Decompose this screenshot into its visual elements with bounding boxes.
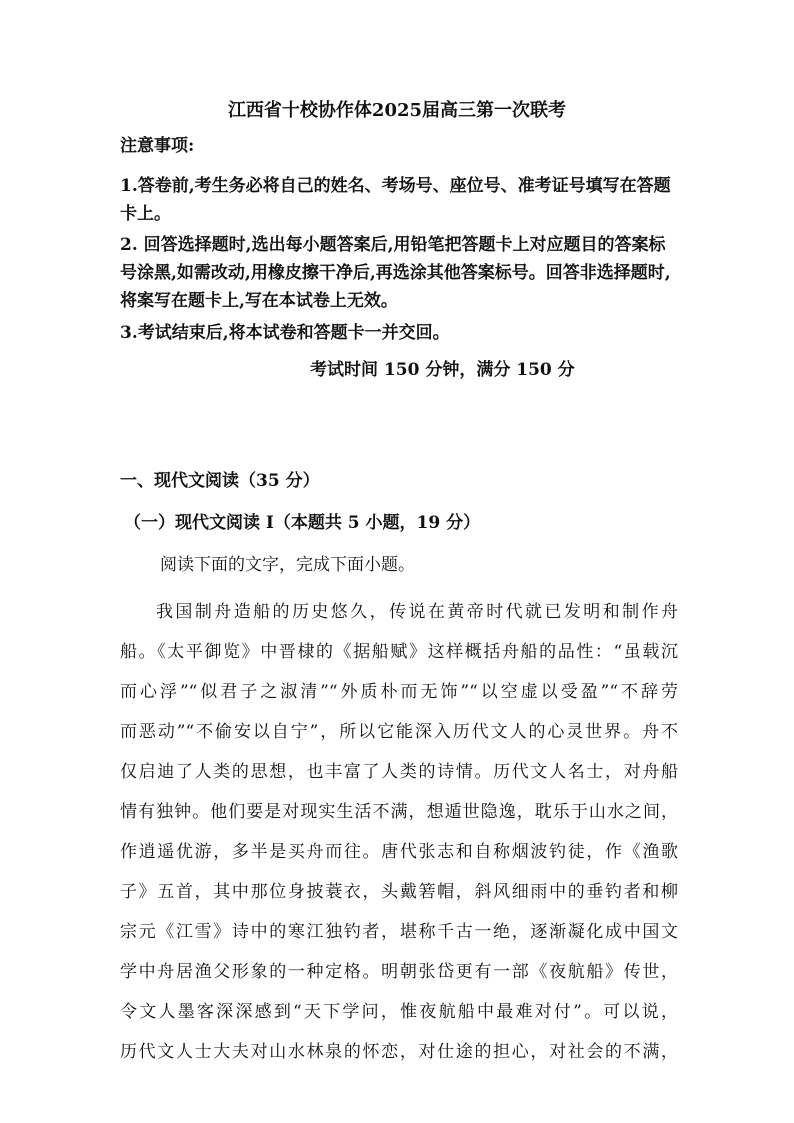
exam-title: 江西省十校协作体2025届高三第一次联考: [227, 100, 567, 121]
subsection-heading: （一）现代文阅读 Ⅰ（本题共 5 小题，19 分）: [124, 513, 481, 533]
notice-item-1: 1.答卷前,考生务必将自己的姓名、考场号、座位号、准考证号填写在答题卡上。: [120, 176, 671, 224]
passage-line: 学中舟居渔父形象的一种定格。明朝张岱更有一部《夜航船》传世，: [120, 962, 678, 982]
passage-line: 我国制舟造船的历史悠久，传说在黄帝时代就已发明和制作舟: [156, 602, 678, 622]
notice-heading: 注意事项:: [120, 136, 195, 156]
passage-line: 作逍遥优游，多半是买舟而往。唐代张志和自称烟波钓徒，作《渔歌: [120, 842, 678, 862]
reading-passage: [120, 592, 678, 1072]
section-heading: 一、现代文阅读（35 分）: [120, 471, 320, 491]
passage-line: 令文人墨客深深感到“天下学问，惟夜航船中最难对付”。可以说，: [120, 1002, 678, 1022]
reading-instruction: 阅读下面的文字，完成下面小题。: [160, 555, 415, 575]
passage-line: 而心浮”“似君子之淑清”“外质朴而无饰”“以空虚以受盈”“不辞劳: [120, 682, 678, 702]
exam-time-info: 考试时间 150 分钟，满分 150 分: [310, 360, 575, 380]
notice-item-3: 3.考试结束后,将本试卷和答题卡一并交回。: [120, 323, 450, 343]
notice-item-2: 2. 回答选择题时,选出每小题答案后,用铅笔把答题卡上对应题目的答案标号涂黑,如需改动,用橡皮擦干净后,再选涂其他答案标号。回答非选择题时,将案写在题卡上,写在本试卷上无效。: [120, 235, 671, 311]
passage-line: 仅启迪了人类的思想，也丰富了人类的诗情。历代文人名士，对舟船: [120, 762, 678, 782]
passage-line: 宗元《江雪》诗中的寒江独钓者，堪称千古一绝，逐渐凝化成中国文: [120, 922, 678, 942]
passage-line: 而恶动”“不偷安以自宁”，所以它能深入历代文人的心灵世界。舟不: [120, 722, 678, 742]
passage-line: 子》五首，其中那位身披蓑衣，头戴箬帽，斜风细雨中的垂钓者和柳: [120, 882, 678, 902]
passage-line: 历代文人士大夫对山水林泉的怀恋，对仕途的担心，对社会的不满，: [120, 1042, 678, 1062]
passage-line: 船。《太平御览》中晋棣的《据船赋》这样概括舟船的品性：“虽载沉: [120, 642, 678, 662]
passage-line: 情有独钟。他们要是对现实生活不满，想遁世隐逸，耽乐于山水之间，: [120, 802, 678, 822]
